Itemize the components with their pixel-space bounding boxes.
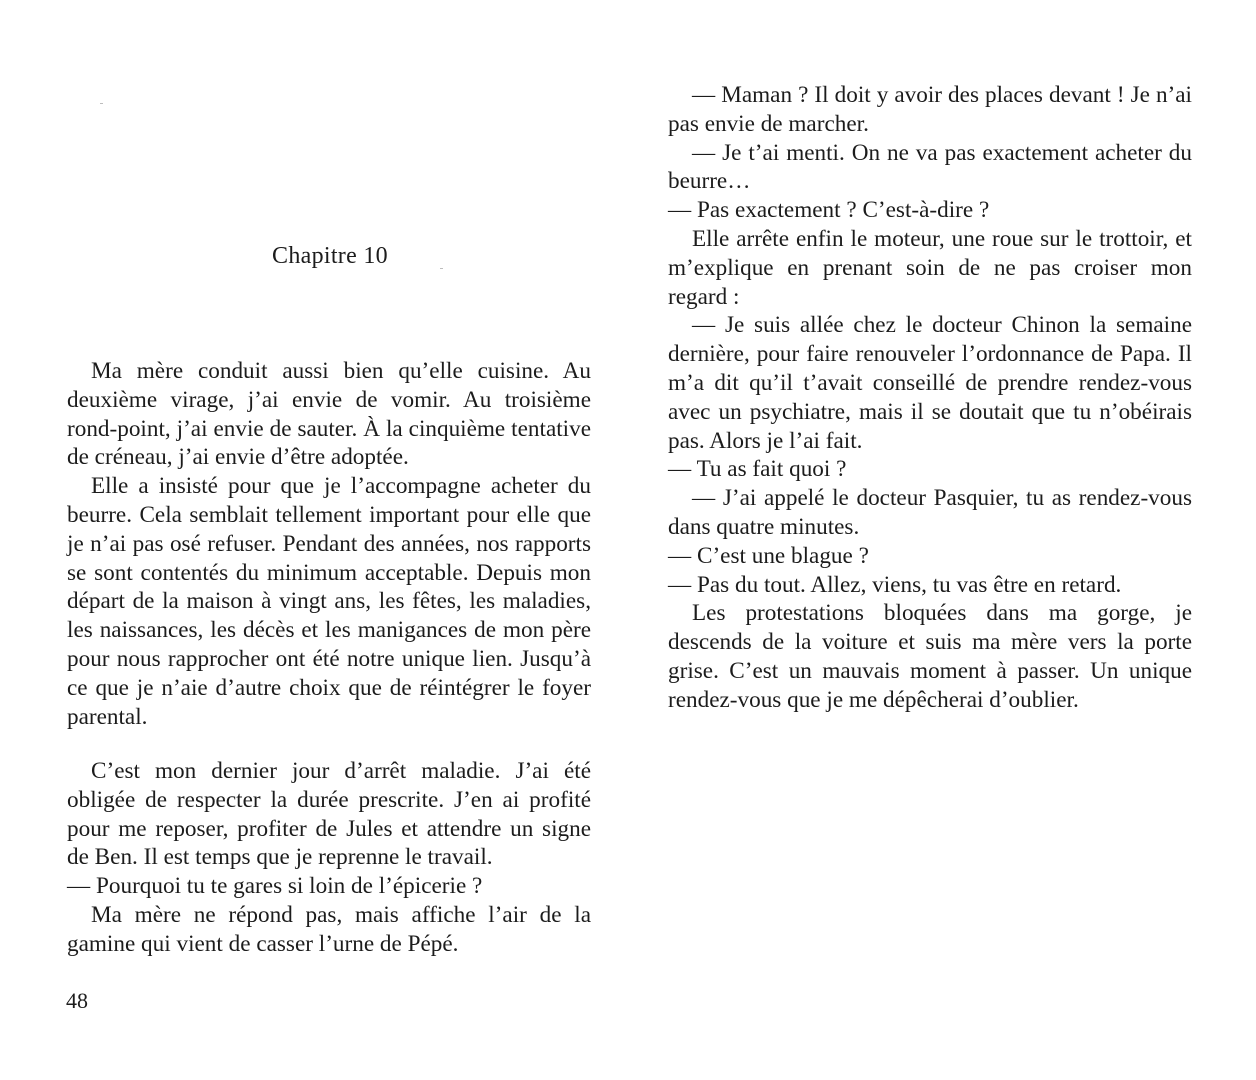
- text-block-dialogue: [668, 81, 1192, 715]
- paragraph: Elle a insisté pour que je l’accompagne acheter du beurre. Cela semblait tellement important pour elle que je n’ai pas osé refuser. Pendant des années, nos rapports se sont contentés du minimum acceptable. Depuis mon départ de la maison à vingt ans, les fêtes, les maladies, les naissances, les décès et les manigances de mon père pour nous rapprocher ont été notre unique lien. Jusqu’à ce que je n’aie d’autre choix que de réintégrer le foyer parental.: [67, 473, 591, 730]
- paper-speck: [100, 103, 103, 104]
- dialogue-line: — Je t’ai menti. On ne va pas exactement acheter du beurre…: [668, 139, 1192, 195]
- dialogue-line: — Je suis allée chez le docteur Chinon la semaine dernière, pour faire renouveler l’ordonnance de Papa. Il m’a dit qu’il t’avait conseillé de prendre rendez-vous avec un psychiatre, mais il se doutait que tu n’obéirais pas. Alors je l’ai fait.: [668, 312, 1192, 454]
- dialogue-line: — Maman ? Il doit y avoir des places devant ! Je n’ai pas envie de marcher.: [668, 82, 1192, 137]
- dialogue-line: — J’ai appelé le docteur Pasquier, tu as rendez-vous dans quatre minutes.: [668, 485, 1192, 540]
- dialogue-line: — Pas du tout. Allez, viens, tu vas être en retard.: [668, 571, 1122, 598]
- dialogue-line: — Pas exactement ? C’est-à-dire ?: [668, 197, 990, 224]
- dialogue-line: — Pourquoi tu te gares si loin de l’épicerie ?: [67, 873, 483, 900]
- chapter-title: Chapitre 10: [272, 243, 388, 269]
- dialogue-line: — Tu as fait quoi ?: [668, 456, 847, 483]
- paragraph: C’est mon dernier jour d’arrêt maladie. J’ai été obligée de respecter la durée prescrite. J’en ai profité pour me reposer, profiter de Jules et attendre un signe de Ben. Il est temps que je reprenne le travail.: [67, 758, 591, 871]
- page-number: 48: [66, 988, 88, 1013]
- dialogue-line: — C’est une blague ?: [668, 542, 869, 569]
- paragraph: Ma mère conduit aussi bien qu’elle cuisine. Au deuxième virage, j’ai envie de vomir. Au troisième rond-point, j’ai envie de sauter. À la cinquième tentative de créneau, j’ai envie d’être adoptée.: [67, 358, 591, 471]
- paragraph: Elle arrête enfin le moteur, une roue sur le trottoir, et m’explique en prenant soin de ne pas croiser mon regard :: [668, 225, 1192, 310]
- right-page: [628, 0, 1256, 1080]
- paragraph: Ma mère ne répond pas, mais affiche l’air de la gamine qui vient de casser l’urne de Pépé.: [67, 901, 591, 957]
- text-block-scene: [67, 757, 591, 959]
- text-block-opening: [67, 357, 591, 731]
- paragraph: Les protestations bloquées dans ma gorge, je descends de la voiture et suis ma mère vers la porte grise. C’est un mauvais moment à passer. Un unique rendez-vous que je me dépêcherai d’oublier.: [668, 600, 1192, 713]
